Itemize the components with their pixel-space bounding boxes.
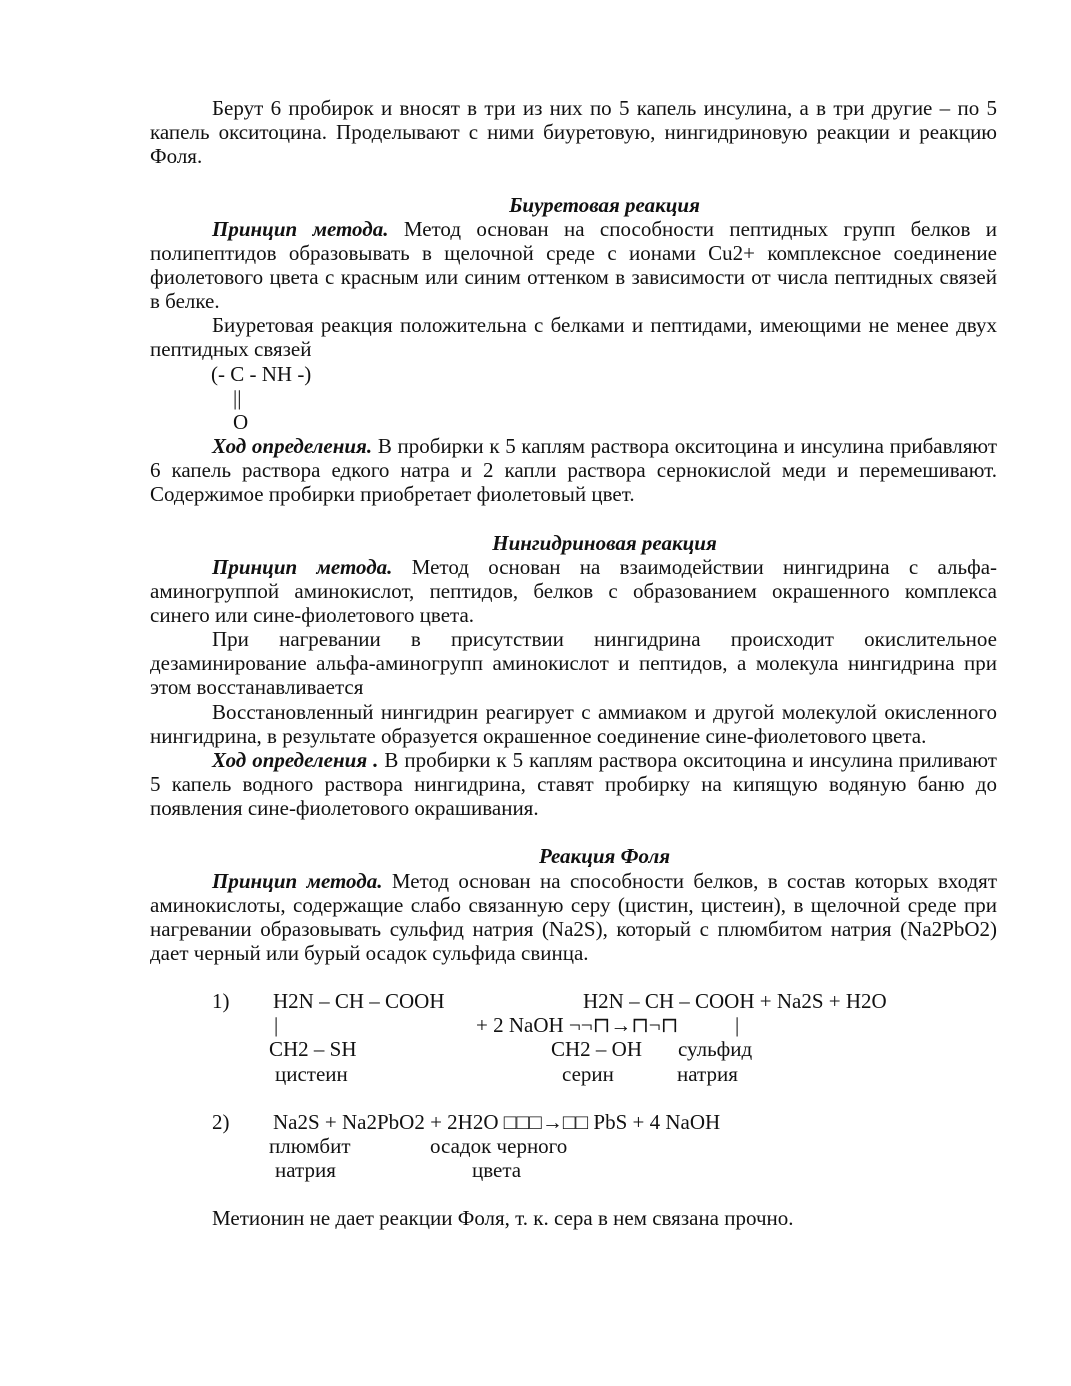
bond-right: | bbox=[735, 1013, 740, 1038]
paragraph-line: Восстановленный нингидрин реагирует с аммиаком и другой молекулой окисленного bbox=[212, 699, 997, 724]
reaction-row bbox=[150, 1062, 997, 1086]
intro-line: Берут 6 пробирок и вносят в три из них по 5 капель инсулина, а в три другие – по 5 bbox=[212, 96, 997, 120]
intro-line: Фоля. bbox=[150, 144, 203, 169]
ninhydrin-procedure-paragraph bbox=[150, 748, 997, 820]
paragraph-line: пептидных связей bbox=[150, 337, 312, 362]
section-heading-biuret: Биуретовая реакция bbox=[509, 192, 700, 217]
reagent-label: плюмбит bbox=[269, 1134, 351, 1159]
bond-left: | bbox=[274, 1013, 279, 1038]
paragraph-line: аминогруппой аминокислот, пептидов, белков с образованием окрашенного комплекса bbox=[150, 578, 997, 603]
paragraph-line bbox=[150, 748, 997, 772]
paragraph-text: В пробирки к 5 каплям раствора окситоцина и инсулина приливают bbox=[384, 747, 997, 772]
reaction-2 bbox=[150, 1110, 997, 1182]
conclusion-line: Метионин не дает реакции Фоля, т. к. сера в нем связана прочно. bbox=[212, 1206, 794, 1231]
biuret-procedure-paragraph bbox=[150, 434, 997, 506]
byproduct-label: сульфид bbox=[678, 1037, 753, 1062]
paragraph-line bbox=[150, 434, 997, 458]
reagent: + 2 NaOH ¬¬⊓→⊓¬⊓ bbox=[476, 1013, 679, 1038]
principle-lead: Принцип метода. bbox=[212, 868, 383, 893]
peptide-bond-formula bbox=[150, 362, 997, 434]
reaction-1 bbox=[150, 989, 997, 1086]
ninhydrin-principle-paragraph bbox=[150, 555, 997, 627]
byproduct-label: натрия bbox=[677, 1061, 738, 1086]
product-formula: H2N – CH – COOH + Na2S + H2O bbox=[583, 989, 887, 1014]
formula-line: (- C - NH -) bbox=[211, 361, 312, 386]
paragraph-text: Метод основан на способности белков, в состав которых входят bbox=[391, 868, 998, 893]
product-label: осадок черного bbox=[430, 1134, 568, 1159]
principle-lead: Принцип метода. bbox=[212, 216, 389, 241]
principle-lead: Принцип метода. bbox=[212, 554, 393, 579]
ninhydrin-reduction-paragraph bbox=[150, 700, 997, 748]
reaction-row bbox=[150, 1134, 997, 1158]
intro-line: капель окситоцина. Проделывают с ними биуретовую, нингидриновую реакции и реакцию bbox=[150, 120, 997, 145]
section-heading-ninhydrin: Нингидриновая реакция bbox=[492, 530, 717, 555]
section-heading-fohl: Реакция Фоля bbox=[538, 844, 671, 869]
paragraph-line: дезаминирование альфа-аминогрупп аминокислот и пептидов, а молекула нингидрина при bbox=[150, 651, 997, 676]
product-side-chain: CH2 – OH bbox=[551, 1037, 643, 1062]
reaction-row bbox=[150, 1158, 997, 1182]
blank-line bbox=[150, 820, 997, 844]
paragraph-line: нингидрина, в результате образуется окрашенное соединение сине-фиолетового цвета. bbox=[150, 723, 927, 748]
reaction-equation: Na2S + Na2PbO2 + 2H2O □□□→□□ PbS + 4 NaOH bbox=[273, 1109, 721, 1134]
product-label: цвета bbox=[472, 1158, 522, 1183]
reaction-row bbox=[150, 1110, 997, 1134]
paragraph-line bbox=[150, 555, 997, 579]
paragraph-line bbox=[150, 217, 997, 241]
product-name: серин bbox=[562, 1061, 614, 1086]
paragraph-text: Метод основан на взаимодействии нингидрина с альфа- bbox=[411, 554, 998, 579]
blank-line bbox=[150, 168, 997, 192]
reaction-row bbox=[150, 1037, 997, 1061]
reactant-side-chain: CH2 – SH bbox=[269, 1037, 357, 1062]
paragraph-line: При нагревании в присутствии нингидрина происходит окислительное bbox=[212, 627, 997, 652]
formula-line: O bbox=[233, 409, 249, 434]
paragraph-line: появления сине-фиолетового окрашивания. bbox=[150, 796, 539, 821]
blank-line bbox=[150, 1086, 997, 1110]
fohl-principle-paragraph bbox=[150, 869, 997, 966]
paragraph-line: 6 капель раствора едкого натра и 2 капли раствора сернокислой меди и перемешивают. bbox=[150, 458, 997, 483]
blank-line bbox=[150, 1182, 997, 1206]
paragraph-line: полипептидов образовывать в щелочной среде с ионами Cu2+ комплексное соединение bbox=[150, 240, 997, 265]
reaction-number: 1) bbox=[212, 989, 230, 1014]
reagent-label: натрия bbox=[275, 1158, 336, 1183]
biuret-note-paragraph bbox=[150, 313, 997, 361]
paragraph-line: аминокислоты, содержащие слабо связанную серу (цистин, цистеин), в щелочной среде при bbox=[150, 892, 997, 917]
reaction-row bbox=[150, 1013, 997, 1037]
blank-line bbox=[150, 506, 997, 530]
reactant-formula: H2N – CH – COOH bbox=[273, 989, 445, 1014]
paragraph-line: Биуретовая реакция положительна с белками и пептидами, имеющими не менее двух bbox=[212, 313, 997, 338]
paragraph-line: этом восстанавливается bbox=[150, 675, 364, 700]
paragraph-line: нагревании образовывать сульфид натрия (Na2S), который с плюмбитом натрия (Na2PbO2) bbox=[150, 916, 997, 941]
reaction-row bbox=[150, 989, 997, 1013]
paragraph-line bbox=[150, 869, 997, 893]
reactant-name: цистеин bbox=[275, 1061, 348, 1086]
ninhydrin-mechanism-paragraph bbox=[150, 627, 997, 699]
text-column bbox=[150, 96, 997, 1231]
paragraph-text: В пробирки к 5 каплям раствора окситоцина и инсулина прибавляют bbox=[377, 433, 997, 458]
blank-line bbox=[150, 965, 997, 989]
intro-paragraph bbox=[150, 96, 997, 168]
paragraph-line: 5 капель водного раствора нингидрина, ставят пробирку на кипящую водяную баню до bbox=[150, 771, 997, 796]
procedure-lead: Ход определения. bbox=[212, 433, 373, 458]
paragraph-line: синего или сине-фиолетового цвета. bbox=[150, 602, 475, 627]
biuret-principle-paragraph bbox=[150, 217, 997, 314]
procedure-lead: Ход определения . bbox=[212, 747, 379, 772]
paragraph-line: Содержимое пробирки приобретает фиолетовый цвет. bbox=[150, 482, 635, 507]
paragraph-line: дает черный или бурый осадок сульфида свинца. bbox=[150, 940, 589, 965]
reaction-number: 2) bbox=[212, 1109, 230, 1134]
paragraph-line: в белке. bbox=[150, 289, 220, 314]
formula-line: || bbox=[233, 385, 242, 410]
paragraph-line: фиолетового цвета с красным или синим оттенком в зависимости от числа пептидных связей bbox=[150, 264, 997, 289]
paragraph-text: Метод основан на способности пептидных групп белков и bbox=[403, 216, 997, 241]
